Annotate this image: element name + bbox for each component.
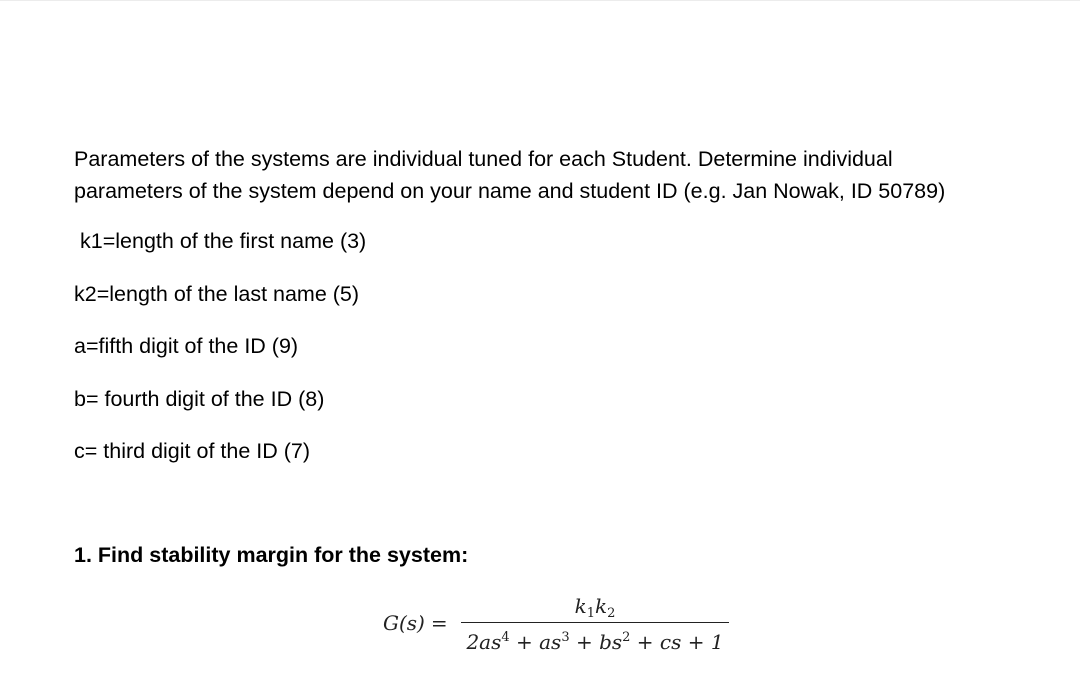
den-term-1: 2as bbox=[466, 630, 502, 654]
param-b: b= fourth digit of the ID (8) bbox=[74, 387, 325, 411]
den-term-2: + as bbox=[509, 630, 562, 654]
formula-equals: = bbox=[430, 611, 448, 635]
numerator-sub-1: 1 bbox=[586, 606, 595, 621]
formula-fraction bbox=[461, 590, 729, 657]
formula-lhs-label: G(s) bbox=[383, 611, 425, 635]
formula-numerator bbox=[461, 590, 729, 622]
param-k1: k1=length of the first name (3) bbox=[80, 229, 367, 253]
formula-lhs bbox=[383, 611, 448, 635]
intro-paragraph bbox=[74, 143, 1064, 207]
den-exp-2: 3 bbox=[561, 630, 570, 645]
intro-line-1: Parameters of the systems are individual tuned for each Student. Determine individual bbox=[74, 147, 893, 171]
den-term-3: + bs bbox=[569, 630, 623, 654]
formula-denominator bbox=[461, 623, 729, 657]
numerator-sub-2: 2 bbox=[607, 606, 616, 621]
param-c: c= third digit of the ID (7) bbox=[74, 439, 311, 463]
den-term-4: + cs + 1 bbox=[630, 630, 724, 654]
intro-line-2: parameters of the system depend on your name and student ID (e.g. Jan Nowak, ID 50789) bbox=[74, 179, 946, 203]
top-border bbox=[0, 0, 1080, 1]
den-exp-3: 2 bbox=[622, 630, 631, 645]
param-a: a=fifth digit of the ID (9) bbox=[74, 334, 299, 358]
task-title: 1. Find stability margin for the system: bbox=[74, 543, 469, 567]
numerator-k2: k bbox=[595, 594, 608, 618]
den-exp-1: 4 bbox=[501, 630, 510, 645]
numerator-k1: k bbox=[574, 594, 587, 618]
param-k2: k2=length of the last name (5) bbox=[74, 282, 360, 306]
